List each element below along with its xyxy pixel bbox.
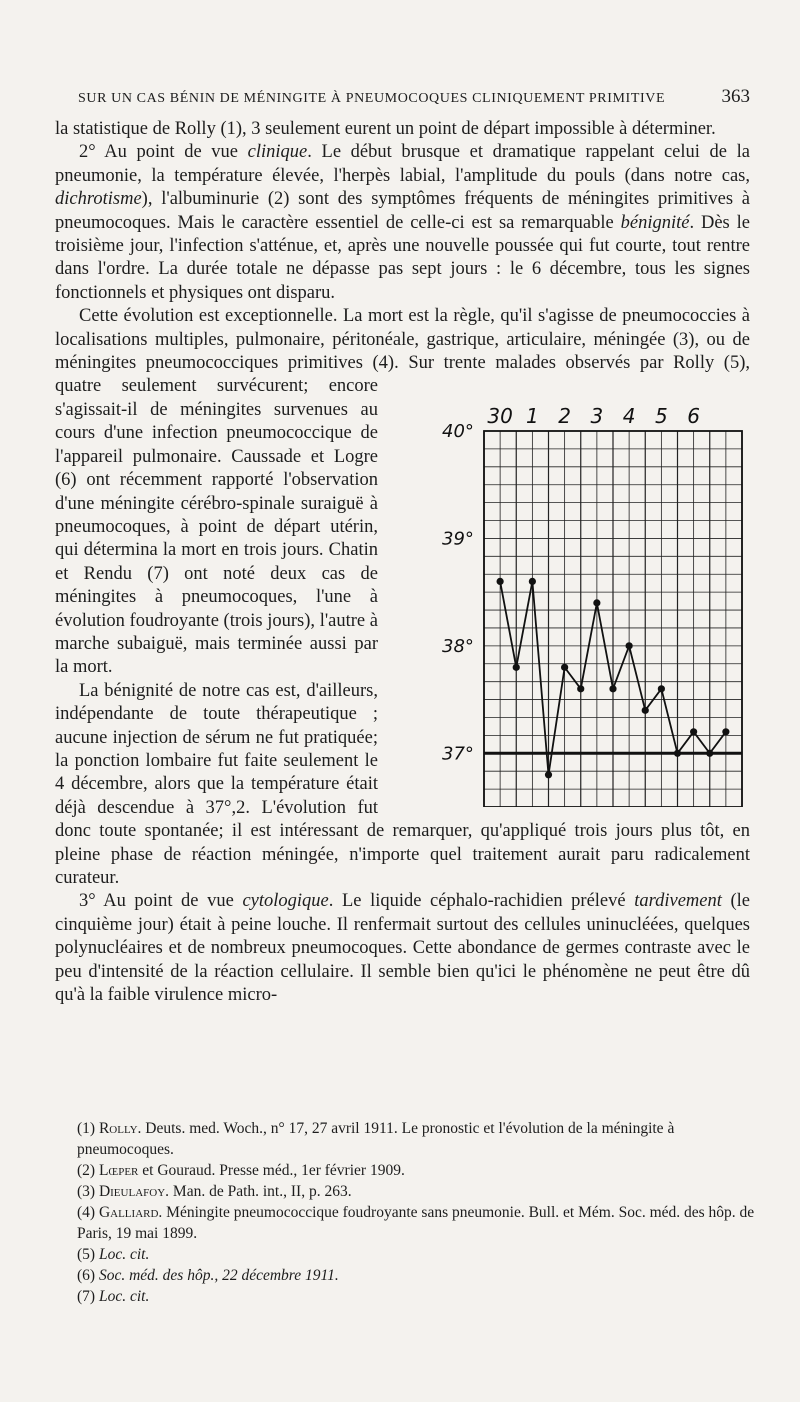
footnote-text: . Man. de Path. int., II, p. 263. [165,1183,352,1200]
text-span: . Dès le troisième jour, l'infection s'atténue, et, après une nouvelle poussée qui fut courte, tout rentre dans l'ordre. La durée totale ne dépasse pas sept jours : le 6 décembre, tous les signes fonctionnels et physiques ont disparu. [55,212,750,303]
temperature-chart-svg [392,375,752,807]
text-span: 3° Au point de vue [79,891,243,912]
footnote-mark: (7) [77,1288,96,1305]
emphasis: dichrotisme [55,189,142,210]
temperature-chart [392,375,752,807]
footnote-text: Soc. méd. des hôp., 22 décembre 1911. [98,1267,339,1284]
footnote-mark: (3) [77,1183,96,1200]
footnote-mark: (4) [77,1204,96,1221]
text-span: . Le début brusque et dramatique rappelant celui de la pneumonie, la température élevée, l'herpès labial, l'amplitude du pouls (dans notre cas, [55,142,750,186]
temperature-point [609,686,616,693]
y-tick-label: 37° [442,743,474,765]
x-day-label: 30 [487,404,513,429]
text-span: 2° Au point de vue [79,142,248,163]
footnote-mark: (2) [77,1162,96,1179]
temperature-point [674,750,681,757]
footnote-text: . Méningite pneumococcique foudroyante sans pneumonie. Bull. et Mém. Soc. méd. des hôp. de Paris, 19 mai 1899. [77,1204,755,1242]
temperature-point [658,686,665,693]
temperature-point [529,578,536,585]
footnote-text: et Gouraud. Presse méd., 1er février 1909. [138,1162,405,1179]
footnote-text: Loc. cit. [98,1246,150,1263]
footnotes [55,1118,755,1307]
footnote-author: Galliard [98,1204,159,1221]
x-day-label: 2 [558,404,571,429]
footnote [55,1202,755,1244]
y-tick-label: 39° [442,528,474,550]
footnote-text: . Deuts. med. Woch., n° 17, 27 avril 1911. Le pronostic et l'évolution de la méningite à pneumocoques. [77,1120,675,1158]
text-span: Cette évolution est exceptionnelle. La mort est la règle, qu'il s'agisse de pneumococcies à localisations multiples, pulmonaire, péritonéale, gastrique, articulaire, méningée (3), ou de méningites pneumococciques primitives (4). [55,306,750,374]
temperature-point [593,600,600,607]
temperature-point [626,643,633,650]
running-title: SUR UN CAS BÉNIN DE MÉNINGITE À PNEUMOCOQUES CLINIQUEMENT PRIMITIVE [78,91,666,106]
emphasis: clinique [247,142,308,163]
footnote [55,1286,755,1307]
temperature-point [577,686,584,693]
footnote-author: Rolly [98,1120,138,1137]
page-number: 363 [721,86,750,107]
running-header [78,86,750,108]
text-span: (le cinquième jour) était à peine louche. Il renfermait surtout des cellules uninucléées, quelques polynucléaires et de nombreux pneumocoques. Cette abondance de germes contraste avec le peu d'intensité de la réaction cellulaire. Il semble bien qu'ici le phénomène ne peut être dû qu'à la faible virulence micro- [55,891,750,1006]
footnote-text: Loc. cit. [98,1288,150,1305]
temperature-point [497,578,504,585]
footnote [55,1181,755,1202]
emphasis: tardivement [634,891,722,912]
paragraph [55,305,750,765]
main-text [55,118,750,1007]
text-span: ), l'albuminurie (2) sont des symptômes fréquents de méningites primitives à pneumocoques. Mais le caractère essentiel de celle-ci est sa remarquable [55,189,750,233]
footnote [55,1244,755,1265]
text-span: la statistique de Rolly (1), 3 seulement eurent un point de départ impossible à déterminer. [55,119,716,139]
footnote [55,1160,755,1181]
x-day-label: 6 [687,404,700,429]
paragraph [55,890,750,1007]
footnote [55,1118,755,1160]
temperature-point [545,772,552,779]
temperature-point [722,729,729,736]
temperature-point [513,664,520,671]
footnote-author: Lœper [98,1162,139,1179]
temperature-point [561,664,568,671]
x-day-label: 5 [655,404,668,429]
text-span: Sur trente malades observés par Rolly (5), quatre seulement survécurent; encore s'agissait-il de méningites survenues au cours d'une infection pneumococcique de l'appareil pulmonaire. Caussade et Logre (6) ont récemment rapporté l'observation d'une méningite cérébro-spinale suraiguë à pneumocoques, à point de départ utérin, qui détermina la mort en trois jours. Chatin et Rendu (7) ont noté deux cas de méningites à pneumocoques, l'une à évolution foudroyante (trois jours), l'autre à marche subaiguë, mais terminée aussi par la mort. [55,353,750,678]
footnote-author: Dieulafoy [98,1183,166,1200]
text-span: . Le liquide céphalo-rachidien prélevé [328,891,635,912]
x-day-label: 3 [590,404,604,429]
y-tick-label: 40° [442,421,474,443]
x-day-label: 1 [526,404,539,429]
paragraph [55,118,750,141]
text-span: La bénignité de notre cas est, d'ailleurs, indépendante de toute thérapeutique ; aucune injection de sérum ne fut pratiquée; la ponction lombaire fut faite seulement le 4 décembre, alors que la température était déjà descendue à 37°,2. L'évolution fut donc toute spontanée; il est intéressant de remarquer, qu'appliqué trois jours plus tôt, en pleine phase de réaction méningée, n'importe quel traitement aurait paru radicalement curateur. [55,680,750,888]
emphasis: cytologique [242,891,329,912]
y-tick-label: 38° [442,636,474,658]
x-day-label: 4 [622,404,636,429]
temperature-point [706,750,713,757]
paragraph [55,141,750,305]
temperature-point [642,707,649,714]
emphasis: bénignité [620,212,690,233]
footnote [55,1265,755,1286]
footnote-mark: (5) [77,1246,96,1263]
footnote-mark: (1) [77,1120,96,1137]
temperature-point [690,729,697,736]
footnote-mark: (6) [77,1267,96,1284]
